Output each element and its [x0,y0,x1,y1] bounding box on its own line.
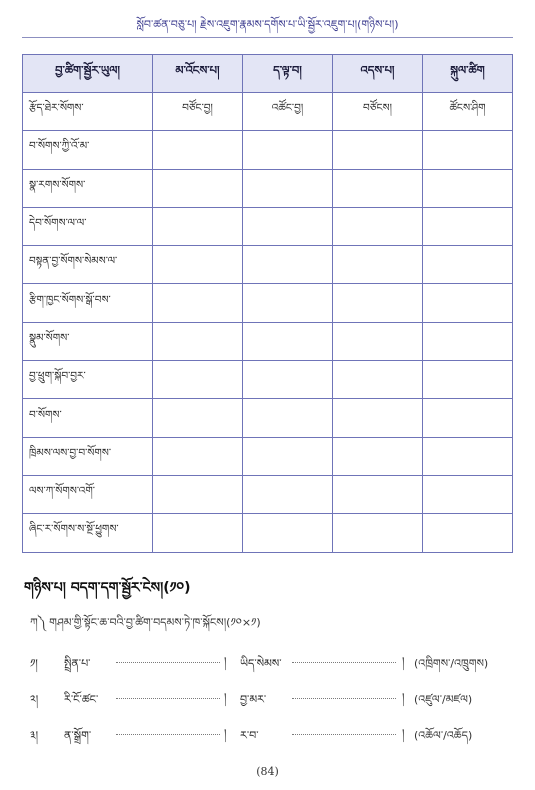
answer-cell[interactable] [333,361,423,399]
answer-cell[interactable] [153,475,243,513]
answer-cell[interactable] [333,322,423,360]
subject-cell: བ་སོགས་ཀྱི་འོ་མ་ [23,131,153,169]
column-header: སྐུལ་ཚིག [423,55,513,93]
answer-blank[interactable] [116,662,220,663]
answer-cell[interactable] [333,437,423,475]
answer-blank[interactable] [292,662,396,663]
exercise-number: ༡། [30,657,38,670]
answer-cell[interactable] [423,475,513,513]
subject-cell: རྩོད་ཐེར་སོགས་ [23,93,153,131]
answer-cell[interactable] [333,207,423,245]
answer-cell[interactable] [423,131,513,169]
answer-cell[interactable] [333,514,423,552]
answer-cell[interactable] [423,284,513,322]
exercise-word: རི་ངོ་ཚང་ [64,693,99,706]
answer-cell[interactable] [423,322,513,360]
table-header-row [23,55,513,93]
answer-cell[interactable] [333,169,423,207]
shad-mark: ། [402,691,405,704]
answer-cell[interactable] [243,361,333,399]
exercise-options: (འཁྲིགས་/འཁྲུགས) [414,657,489,670]
answer-cell[interactable] [243,437,333,475]
subject-cell: བྱ་ཕྲུག་སྐོབ་བྱར་ [23,361,153,399]
subject-cell: ཁྲིམས་ལས་བྱ་བ་སོགས་ [23,437,153,475]
answer-cell[interactable] [423,437,513,475]
answer-cell[interactable] [423,399,513,437]
answer-cell[interactable] [243,475,333,513]
subject-cell: སྣུམ་སོགས་ [23,322,153,360]
table-row [23,322,513,360]
exercise-number: ༢། [30,693,39,706]
exercise-item [30,720,520,742]
answer-cell[interactable] [423,514,513,552]
table-row [23,284,513,322]
column-header: མ་འོངས་པ། [153,55,243,93]
answer-blank[interactable] [292,698,396,699]
column-header: བྱ་ཚིག་སྦྱོར་ཡུལ། [23,55,153,93]
column-header: ད་ལྟ་བ། [243,55,333,93]
table-row [23,437,513,475]
shad-mark: ། [402,727,405,740]
subject-cell: དེབ་སོགས་ལ་ལ་ [23,207,153,245]
answer-cell[interactable] [333,284,423,322]
answer-cell[interactable] [153,399,243,437]
table-row [23,207,513,245]
subject-cell: བསྟན་བྱ་སོགས་སེམས་ལ་ [23,246,153,284]
header-divider [22,37,513,38]
table-row [23,399,513,437]
answer-cell[interactable] [243,246,333,284]
table-row [23,475,513,513]
conjugation-table [22,54,513,553]
answer-cell[interactable] [243,284,333,322]
answer-cell[interactable] [153,169,243,207]
answer-cell[interactable] [243,399,333,437]
answer-cell[interactable] [153,131,243,169]
answer-cell[interactable] [153,322,243,360]
answer-cell[interactable] [153,514,243,552]
answer-cell[interactable] [153,361,243,399]
table-row [23,93,513,131]
shad-mark: ། [402,655,405,668]
answer-cell: ཚོངས་ཤིག [423,93,513,131]
exercise-instruction: ཀ༽ གཤམ་གྱི་སྟོང་ཆ་བའི་བྱ་ཚིག་བདམས་ཏེ་ཁ་སྐོངས།(༡༠×༡) [30,616,261,629]
answer-cell[interactable] [423,207,513,245]
column-header: འདས་པ། [333,55,423,93]
answer-cell[interactable] [243,169,333,207]
answer-cell[interactable] [423,361,513,399]
table-row [23,361,513,399]
answer-cell[interactable] [423,246,513,284]
answer-cell[interactable] [153,246,243,284]
exercise-item [30,648,520,670]
answer-cell[interactable] [333,399,423,437]
answer-cell[interactable] [243,131,333,169]
exercise-word: སྤྲིན་པ་ [64,657,91,670]
answer-cell[interactable] [153,207,243,245]
exercise-word: ཡིད་སེམས་ [240,657,282,670]
table-row [23,246,513,284]
answer-blank[interactable] [116,734,220,735]
answer-cell[interactable] [243,514,333,552]
page-number: (84) [256,765,279,778]
answer-cell[interactable] [333,475,423,513]
table-row [23,169,513,207]
subject-cell: བ་སོགས་ [23,399,153,437]
page-header: སློབ་ཚན་བཅུ་པ། རྗེས་འཇུག་རྣམས་དགོས་པ་ཡི་སྦྱོར་འཇུག་པ།(གཉིས་པ།) [136,18,399,31]
exercise-options: (འཆོལ་/འཆོད) [414,729,473,742]
answer-cell[interactable] [153,437,243,475]
exercise-number: ༣། [30,729,39,742]
answer-blank[interactable] [116,698,220,699]
answer-cell[interactable] [243,207,333,245]
answer-cell[interactable] [333,131,423,169]
exercise-options: (འཛུལ་/མཛལ) [414,693,473,706]
answer-blank[interactable] [292,734,396,735]
subject-cell: ལས་ཀ་སོགས་འགོ་ [23,475,153,513]
table-row [23,131,513,169]
exercise-word: བྱ་མར་ [240,693,267,706]
exercise-word: ར་བ་ [240,729,259,742]
answer-cell: བཙོངས། [333,93,423,131]
answer-cell[interactable] [153,284,243,322]
answer-cell[interactable] [333,246,423,284]
subject-cell: རྩིག་ཁྱང་སོགས་སྒོ་བས་ [23,284,153,322]
subject-cell: ཞིང་ར་སོགས་ས་སྔོ་ཕྱུགས་ [23,514,153,552]
answer-cell[interactable] [243,322,333,360]
table-row [23,514,513,552]
answer-cell: བཙོང་བྱ། [153,93,243,131]
exercise-item [30,684,520,706]
shad-mark: ། [224,655,227,668]
shad-mark: ། [224,727,227,740]
answer-cell: འཚོང་བྱ། [243,93,333,131]
answer-cell[interactable] [423,169,513,207]
section-title: གཉིས་པ། བདག་དག་སྦྱོར་ངེས།(༡༠) [24,580,191,596]
shad-mark: ། [224,691,227,704]
subject-cell: སྣ་རགས་སོགས་ [23,169,153,207]
exercise-word: ན་སྒྲོག་ [64,729,92,742]
